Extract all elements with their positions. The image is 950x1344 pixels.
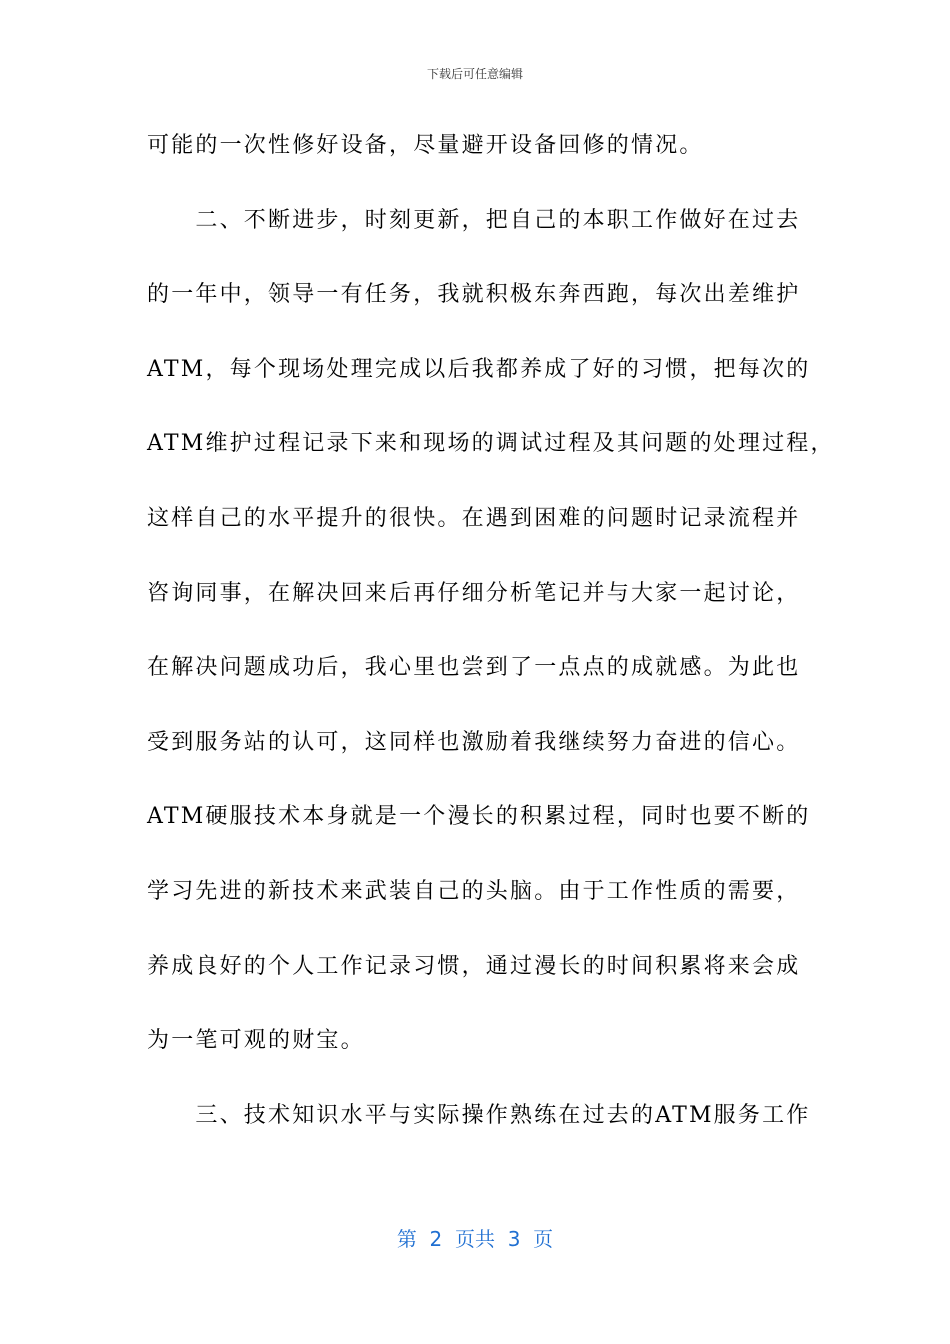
page-number-footer: 第 2 页共 3 页 — [396, 1227, 554, 1251]
body-line-8: 在解决问题成功后，我心里也尝到了一点点的成就感。为此也 — [147, 655, 801, 681]
body-line-13: 为一笔可观的财宝。 — [147, 1028, 365, 1054]
body-line-7: 咨询同事，在解决回来后再仔细分析笔记并与大家一起讨论， — [147, 580, 801, 606]
body-line-6: 这样自己的水平提升的很快。在遇到困难的问题时记录流程并 — [147, 505, 801, 531]
page-header: 下载后可任意编辑 — [426, 67, 523, 81]
body-line-10: ATM硬服技术本身就是一个漫长的积累过程，同时也要不断的 — [147, 804, 811, 830]
body-line-4: ATM，每个现场处理完成以后我都养成了好的习惯，把每次的 — [147, 356, 811, 382]
body-line-5: ATM维护过程记录下来和现场的调试过程及其问题的处理过程， — [147, 431, 835, 457]
body-line-3: 的一年中，领导一有任务，我就积极东奔西跑，每次出差维护 — [147, 282, 801, 308]
body-line-2: 二、不断进步，时刻更新，把自己的本职工作做好在过去 — [147, 207, 801, 233]
document-body — [147, 118, 835, 1162]
body-line-12: 养成良好的个人工作记录习惯，通过漫长的时间积累将来会成 — [147, 953, 801, 979]
body-line-11: 学习先进的新技术来武装自己的头脑。由于工作性质的需要， — [147, 878, 801, 904]
body-line-14: 三、技术知识水平与实际操作熟练在过去的ATM服务工作 — [147, 1102, 811, 1128]
body-line-1: 可能的一次性修好设备，尽量避开设备回修的情况。 — [147, 133, 704, 158]
body-line-9: 受到服务站的认可，这同样也激励着我继续努力奋进的信心。 — [147, 729, 801, 755]
